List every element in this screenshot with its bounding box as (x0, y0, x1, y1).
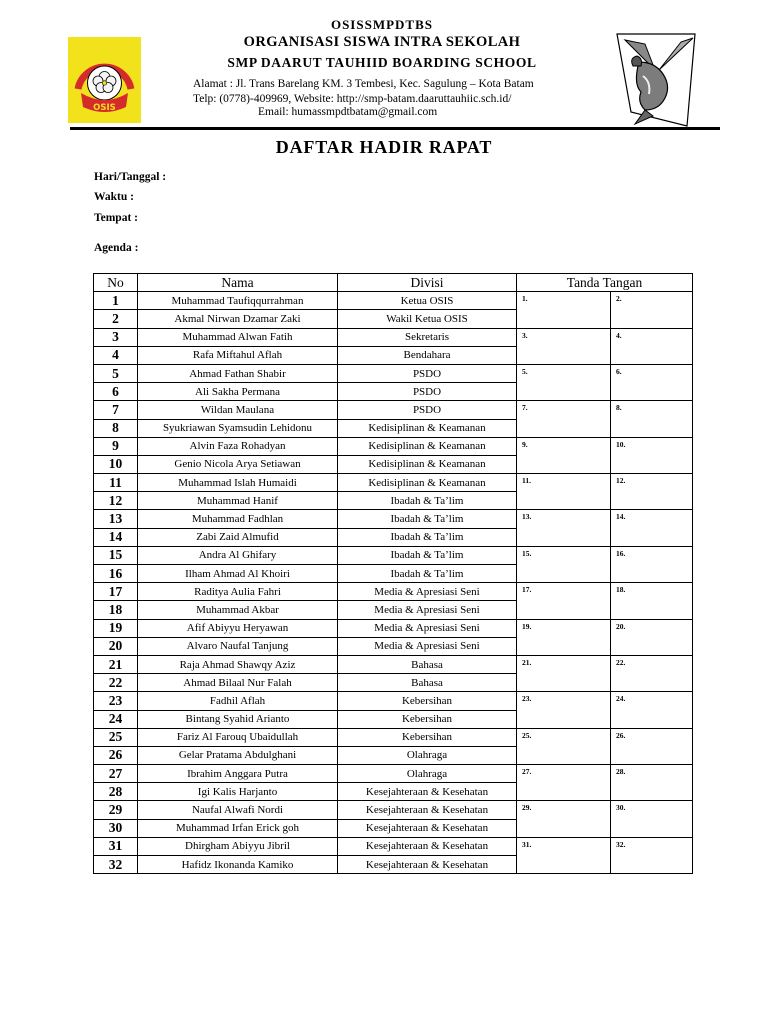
row-number: 3 (94, 328, 138, 346)
table-row (94, 546, 693, 564)
date-field-label: Hari/Tanggal : (94, 171, 167, 183)
time-field-label: Waktu : (94, 191, 134, 203)
column-header-no: No (94, 274, 138, 292)
row-number: 29 (94, 801, 138, 819)
signature-cell: 14. (611, 510, 693, 546)
member-name: Genio Nicola Arya Setiawan (138, 455, 338, 473)
member-name: Afif Abiyyu Heryawan (138, 619, 338, 637)
row-number: 2 (94, 310, 138, 328)
agenda-field-label: Agenda : (94, 242, 139, 254)
row-number: 8 (94, 419, 138, 437)
member-division: Media & Apresiasi Seni (338, 637, 517, 655)
osis-emblem-icon (68, 37, 141, 123)
member-division: PSDO (338, 401, 517, 419)
signature-cell: 3. (517, 328, 611, 364)
member-division: Kebersihan (338, 710, 517, 728)
signature-cell: 11. (517, 474, 611, 510)
row-number: 16 (94, 565, 138, 583)
org-short-name: OSISSMPDTBS (330, 17, 434, 32)
member-name: Wildan Maulana (138, 401, 338, 419)
table-row (94, 328, 693, 346)
member-division: Kebersihan (338, 692, 517, 710)
member-name: Hafidz Ikonanda Kamiko (138, 856, 338, 874)
member-division: PSDO (338, 364, 517, 382)
logo-text: OSIS (93, 103, 116, 113)
column-header-division: Divisi (338, 274, 517, 292)
member-division: Media & Apresiasi Seni (338, 601, 517, 619)
signature-cell: 13. (517, 510, 611, 546)
signature-cell: 6. (611, 364, 693, 400)
member-division: Kesejahteraan & Kesehatan (338, 783, 517, 801)
member-name: Ibrahim Anggara Putra (138, 765, 338, 783)
signature-cell: 12. (611, 474, 693, 510)
table-row (94, 655, 693, 673)
org-full-name: ORGANISASI SISWA INTRA SEKOLAH (243, 34, 521, 50)
school-name: SMP DAARUT TAUHIID BOARDING SCHOOL (227, 55, 537, 70)
member-name: Ali Sakha Permana (138, 383, 338, 401)
row-number: 18 (94, 601, 138, 619)
row-number: 21 (94, 655, 138, 673)
table-row (94, 401, 693, 419)
member-name: Syukriawan Syamsudin Lehidonu (138, 419, 338, 437)
row-number: 31 (94, 837, 138, 855)
member-division: Bahasa (338, 674, 517, 692)
signature-cell: 25. (517, 728, 611, 764)
member-division: Olahraga (338, 765, 517, 783)
signature-cell: 22. (611, 655, 693, 691)
signature-cell: 32. (611, 837, 693, 873)
member-name: Fariz Al Farouq Ubaidullah (138, 728, 338, 746)
member-name: Muhammad Irfan Erick goh (138, 819, 338, 837)
signature-cell: 5. (517, 364, 611, 400)
member-division: Kebersihan (338, 728, 517, 746)
member-name: Muhammad Taufiqqurrahman (138, 292, 338, 310)
member-name: Zabi Zaid Almufid (138, 528, 338, 546)
row-number: 9 (94, 437, 138, 455)
member-division: Ibadah & Ta’lim (338, 492, 517, 510)
member-name: Bintang Syahid Arianto (138, 710, 338, 728)
member-name: Igi Kalis Harjanto (138, 783, 338, 801)
row-number: 26 (94, 746, 138, 764)
member-division: Kedisiplinan & Keamanan (338, 474, 517, 492)
table-row (94, 619, 693, 637)
signature-cell: 9. (517, 437, 611, 473)
signature-cell: 29. (517, 801, 611, 837)
row-number: 11 (94, 474, 138, 492)
member-name: Alvaro Naufal Tanjung (138, 637, 338, 655)
member-division: Media & Apresiasi Seni (338, 619, 517, 637)
row-number: 10 (94, 455, 138, 473)
row-number: 7 (94, 401, 138, 419)
signature-cell: 18. (611, 583, 693, 619)
attendance-table (93, 273, 693, 874)
table-row (94, 364, 693, 382)
member-division: PSDO (338, 383, 517, 401)
document-title: DAFTAR HADIR RAPAT (275, 137, 493, 157)
table-row (94, 437, 693, 455)
member-division: Kesejahteraan & Kesehatan (338, 819, 517, 837)
member-name: Muhammad Alwan Fatih (138, 328, 338, 346)
member-division: Ibadah & Ta’lim (338, 510, 517, 528)
row-number: 30 (94, 819, 138, 837)
signature-cell: 30. (611, 801, 693, 837)
row-number: 19 (94, 619, 138, 637)
row-number: 1 (94, 292, 138, 310)
row-number: 17 (94, 583, 138, 601)
row-number: 25 (94, 728, 138, 746)
school-address: Alamat : Jl. Trans Barelang KM. 3 Tembesi, Kec. Sagulung – Kota Batam (193, 78, 534, 90)
row-number: 27 (94, 765, 138, 783)
signature-cell: 21. (517, 655, 611, 691)
member-division: Kesejahteraan & Kesehatan (338, 837, 517, 855)
header-divider (70, 127, 720, 130)
signature-cell: 2. (611, 292, 693, 328)
signature-cell: 28. (611, 765, 693, 801)
member-name: Muhammad Fadhlan (138, 510, 338, 528)
row-number: 14 (94, 528, 138, 546)
member-division: Kesejahteraan & Kesehatan (338, 801, 517, 819)
member-division: Media & Apresiasi Seni (338, 583, 517, 601)
row-number: 28 (94, 783, 138, 801)
member-name: Ilham Ahmad Al Khoiri (138, 565, 338, 583)
signature-cell: 7. (517, 401, 611, 437)
member-name: Raja Ahmad Shawqy Aziz (138, 655, 338, 673)
member-division: Ibadah & Ta’lim (338, 546, 517, 564)
signature-cell: 20. (611, 619, 693, 655)
signature-cell: 27. (517, 765, 611, 801)
signature-cell: 1. (517, 292, 611, 328)
signature-cell: 23. (517, 692, 611, 728)
member-name: Muhammad Hanif (138, 492, 338, 510)
table-row (94, 292, 693, 310)
member-name: Rafa Miftahul Aflah (138, 346, 338, 364)
school-email: Email: humassmpdtbatam@gmail.com (258, 106, 438, 118)
member-division: Kesejahteraan & Kesehatan (338, 856, 517, 874)
row-number: 23 (94, 692, 138, 710)
member-name: Akmal Nirwan Dzamar Zaki (138, 310, 338, 328)
signature-cell: 8. (611, 401, 693, 437)
row-number: 32 (94, 856, 138, 874)
signature-cell: 4. (611, 328, 693, 364)
row-number: 22 (94, 674, 138, 692)
member-division: Kedisiplinan & Keamanan (338, 437, 517, 455)
table-header-row (94, 274, 693, 292)
table-row (94, 474, 693, 492)
member-name: Ahmad Fathan Shabir (138, 364, 338, 382)
table-row (94, 765, 693, 783)
member-name: Muhammad Akbar (138, 601, 338, 619)
column-header-signature: Tanda Tangan (517, 274, 693, 292)
signature-cell: 19. (517, 619, 611, 655)
row-number: 12 (94, 492, 138, 510)
member-division: Ibadah & Ta’lim (338, 528, 517, 546)
member-division: Bahasa (338, 655, 517, 673)
table-row (94, 837, 693, 855)
member-name: Raditya Aulia Fahri (138, 583, 338, 601)
row-number: 5 (94, 364, 138, 382)
member-division: Ibadah & Ta’lim (338, 565, 517, 583)
attendance-table-body (94, 292, 693, 874)
member-name: Naufal Alwafi Nordi (138, 801, 338, 819)
dove-emblem-icon (615, 32, 697, 128)
member-division: Wakil Ketua OSIS (338, 310, 517, 328)
member-division: Bendahara (338, 346, 517, 364)
row-number: 24 (94, 710, 138, 728)
signature-cell: 15. (517, 546, 611, 582)
table-row (94, 728, 693, 746)
row-number: 20 (94, 637, 138, 655)
member-division: Kedisiplinan & Keamanan (338, 455, 517, 473)
table-row (94, 583, 693, 601)
member-division: Kedisiplinan & Keamanan (338, 419, 517, 437)
row-number: 15 (94, 546, 138, 564)
member-division: Sekretaris (338, 328, 517, 346)
column-header-name: Nama (138, 274, 338, 292)
member-division: Olahraga (338, 746, 517, 764)
signature-cell: 16. (611, 546, 693, 582)
member-name: Fadhil Aflah (138, 692, 338, 710)
signature-cell: 17. (517, 583, 611, 619)
signature-cell: 24. (611, 692, 693, 728)
school-contact: Telp: (0778)-409969, Website: http://smp-batam.daaruttauhiic.sch.id/ (193, 93, 512, 105)
place-field-label: Tempat : (94, 212, 138, 224)
member-name: Ahmad Bilaal Nur Falah (138, 674, 338, 692)
member-division: Ketua OSIS (338, 292, 517, 310)
row-number: 4 (94, 346, 138, 364)
member-name: Muhammad Islah Humaidi (138, 474, 338, 492)
member-name: Andra Al Ghifary (138, 546, 338, 564)
row-number: 6 (94, 383, 138, 401)
member-name: Alvin Faza Rohadyan (138, 437, 338, 455)
table-row (94, 510, 693, 528)
signature-cell: 10. (611, 437, 693, 473)
table-row (94, 692, 693, 710)
member-name: Dhirgham Abiyyu Jibril (138, 837, 338, 855)
signature-cell: 26. (611, 728, 693, 764)
member-name: Gelar Pratama Abdulghani (138, 746, 338, 764)
row-number: 13 (94, 510, 138, 528)
table-row (94, 801, 693, 819)
signature-cell: 31. (517, 837, 611, 873)
